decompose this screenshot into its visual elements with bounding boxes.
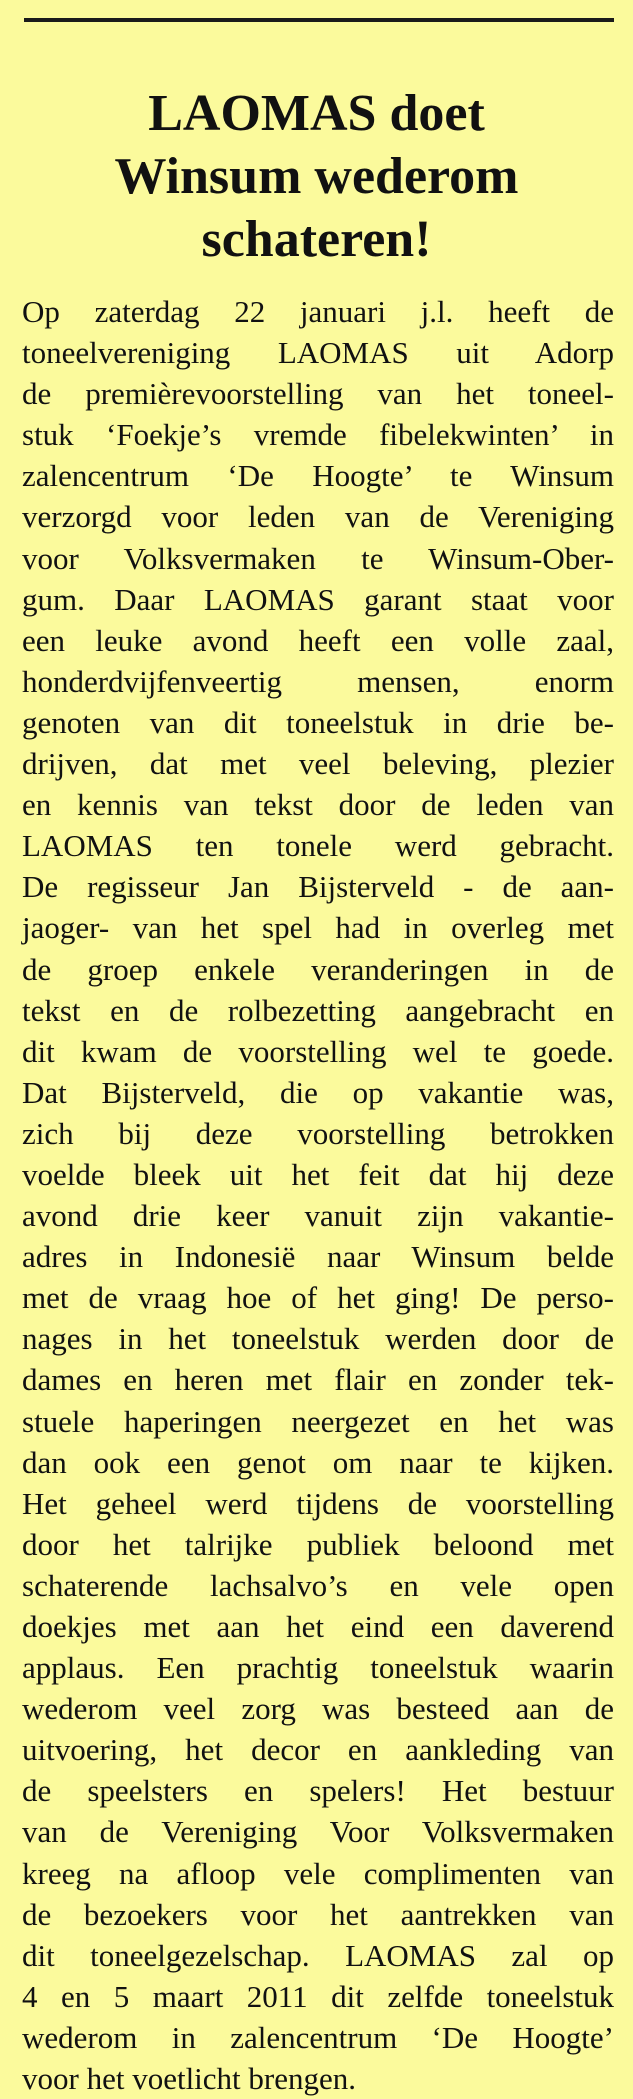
body-line: kreeg na afloop vele complimenten van [22,1855,614,1891]
body-line: verzorgd voor leden van de Vereniging [22,499,614,535]
body-line: schaterende lachsalvo’s en vele open [22,1567,614,1603]
body-line: doekjes met aan het eind een daverend [22,1609,614,1644]
body-line: Het geheel werd tijdens de voorstelling [22,1485,614,1521]
body-line: Dat Bijsterveld, die op vakantie was, [22,1074,614,1110]
headline-line: schateren! [201,211,432,268]
article-body [22,291,614,2099]
body-line: gum. Daar LAOMAS garant staat voor [22,581,614,617]
headline-line: Winsum wederom [114,148,519,205]
body-line: genoten van dit toneelstuk in drie be- [22,704,614,740]
body-line: uitvoering, het decor en aankleding van [22,1732,614,1768]
body-line: en kennis van tekst door de leden van [22,787,614,823]
body-line: de speelsters en spelers! Het bestuur [22,1773,614,1809]
body-line: dit toneelgezelschap. LAOMAS zal op [22,1937,614,1973]
body-line: avond drie keer vanuit zijn vakantie- [22,1198,614,1234]
body-line: door het talrijke publiek beloond met [22,1526,614,1562]
body-line: applaus. Een prachtig toneelstuk waarin [22,1650,614,1686]
body-line: voor het voetlicht brengen. [22,2061,357,2097]
body-line: tekst en de rolbezetting aangebracht en [22,992,614,1028]
body-line: dit kwam de voorstelling wel te goede. [22,1033,614,1069]
body-line: Op zaterdag 22 januari j.l. heeft de [22,294,614,329]
body-line: wederom in zalencentrum ‘De Hoogte’ [22,2019,614,2055]
body-line: wederom veel zorg was besteed aan de [22,1691,614,1727]
article-headline [0,82,633,271]
body-line: dan ook een genot om naar te kijken. [22,1444,614,1480]
body-line: honderdvijfenveertig mensen, enorm [22,663,614,699]
body-line: toneelvereniging LAOMAS uit Adorp [22,335,614,371]
body-line: met de vraag hoe of het ging! De perso- [22,1280,614,1316]
body-line: zich bij deze voorstelling betrokken [22,1115,614,1151]
body-line: jaoger- van het spel had in overleg met [22,910,614,946]
headline-line: LAOMAS doet [148,85,485,142]
body-line: een leuke avond heeft een volle zaal, [22,622,614,658]
body-line: voor Volksvermaken te Winsum-Ober- [22,540,614,576]
body-line: nages in het toneelstuk werden door de [22,1321,614,1357]
top-rule [24,18,614,22]
body-line: stuk ‘Foekje’s vremde fibelekwinten’ in [22,417,614,453]
body-line: de bezoekers voor het aantrekken van [22,1896,614,1932]
body-line: zalencentrum ‘De Hoogte’ te Winsum [22,458,614,494]
body-line: adres in Indonesië naar Winsum belde [22,1239,614,1275]
body-line: van de Vereniging Voor Volksvermaken [22,1814,614,1850]
body-line: stuele haperingen neergezet en het was [22,1403,614,1439]
body-line: LAOMAS ten tonele werd gebracht. [22,828,614,864]
body-line: de groep enkele veranderingen in de [22,951,614,987]
body-line: voelde bleek uit het feit dat hij deze [22,1156,614,1192]
body-line: De regisseur Jan Bijsterveld - de aan- [22,869,614,905]
body-line: de premièrevoorstelling van het toneel- [22,376,614,412]
body-line: dames en heren met flair en zonder tek- [22,1362,614,1398]
body-line: 4 en 5 maart 2011 dit zelfde toneelstuk [22,1978,614,2014]
body-line: drijven, dat met veel beleving, plezier [22,746,614,782]
